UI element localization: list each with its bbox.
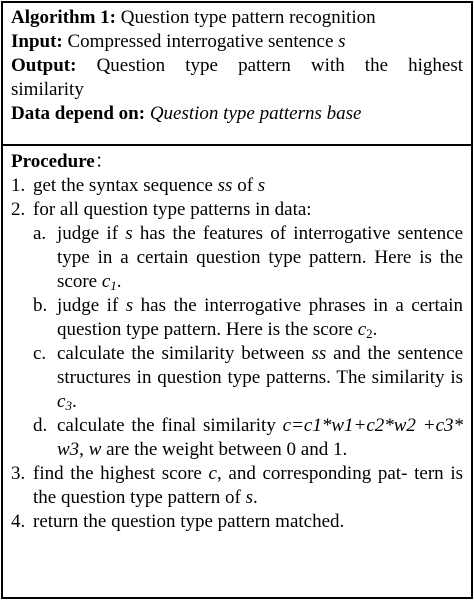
algorithm-title-row [11, 6, 463, 30]
output-row [11, 54, 463, 78]
substep-letter: a. [33, 223, 47, 244]
procedure-colon: ： [94, 151, 114, 172]
step-number: 1. [11, 175, 26, 196]
input-text: Compressed interrogative sentence [67, 31, 334, 52]
substep-text: judge if s has the interrogative phrases in a certain question type pattern. Here is the score $c_2$. [57, 295, 463, 341]
input-label: Input: [11, 31, 63, 52]
input-var: s [338, 31, 346, 52]
output-text-line2: similarity [11, 79, 84, 100]
step-number: 2. [11, 199, 26, 220]
substep-b [11, 294, 463, 342]
algorithm-label: Algorithm 1: [11, 7, 117, 28]
substep-text: calculate the similarity between ss and the sentence structures in question type patterns. The similarity is $c_3$. [57, 343, 463, 413]
substep-letter: d. [33, 415, 48, 436]
step-3 [11, 462, 463, 510]
input-row [11, 30, 463, 54]
substep-text: judge if s has the features of interrogative sentence type in a certain question type pattern. Here is the score $c_1$. [57, 223, 464, 293]
substep-c [11, 342, 463, 414]
substep-letter: c. [33, 343, 47, 364]
step-number: 3. [11, 463, 26, 484]
substep-a [11, 222, 463, 294]
depend-text: Question type patterns base [149, 103, 362, 124]
substep-text: calculate the final similarity c=c1*w1+c2*w2 +c3* w3, w are the weight between 0 and 1. [57, 415, 464, 460]
procedure-label: Procedure [11, 151, 95, 172]
depend-label: Data depend on: [11, 103, 146, 124]
similarity-formula: c=c1*w1+c2*w2 +c3* w3, [57, 415, 464, 460]
step-2 [11, 198, 463, 222]
step-text: for all question type patterns in data: [33, 199, 312, 220]
output-row-cont [11, 78, 463, 102]
step-4 [11, 510, 463, 534]
output-text-line1: Question type pattern with the highest [96, 55, 464, 76]
algorithm-header [11, 6, 463, 126]
step-text: return the question type pattern matched. [33, 511, 345, 532]
output-label: Output: [11, 55, 77, 76]
substep-letter: b. [33, 295, 48, 316]
substep-d [11, 414, 463, 462]
procedure-body [11, 150, 463, 534]
step-text: get the syntax sequence ss of s [33, 175, 266, 196]
procedure-heading [11, 150, 463, 174]
step-text: find the highest score c, and corresponding pat- tern is the question type pattern of s. [33, 463, 464, 508]
step-1 [11, 174, 463, 198]
header-divider [1, 144, 473, 146]
depend-row [11, 102, 463, 126]
step-number: 4. [11, 511, 26, 532]
algorithm-title: Question type pattern recognition [120, 7, 376, 28]
